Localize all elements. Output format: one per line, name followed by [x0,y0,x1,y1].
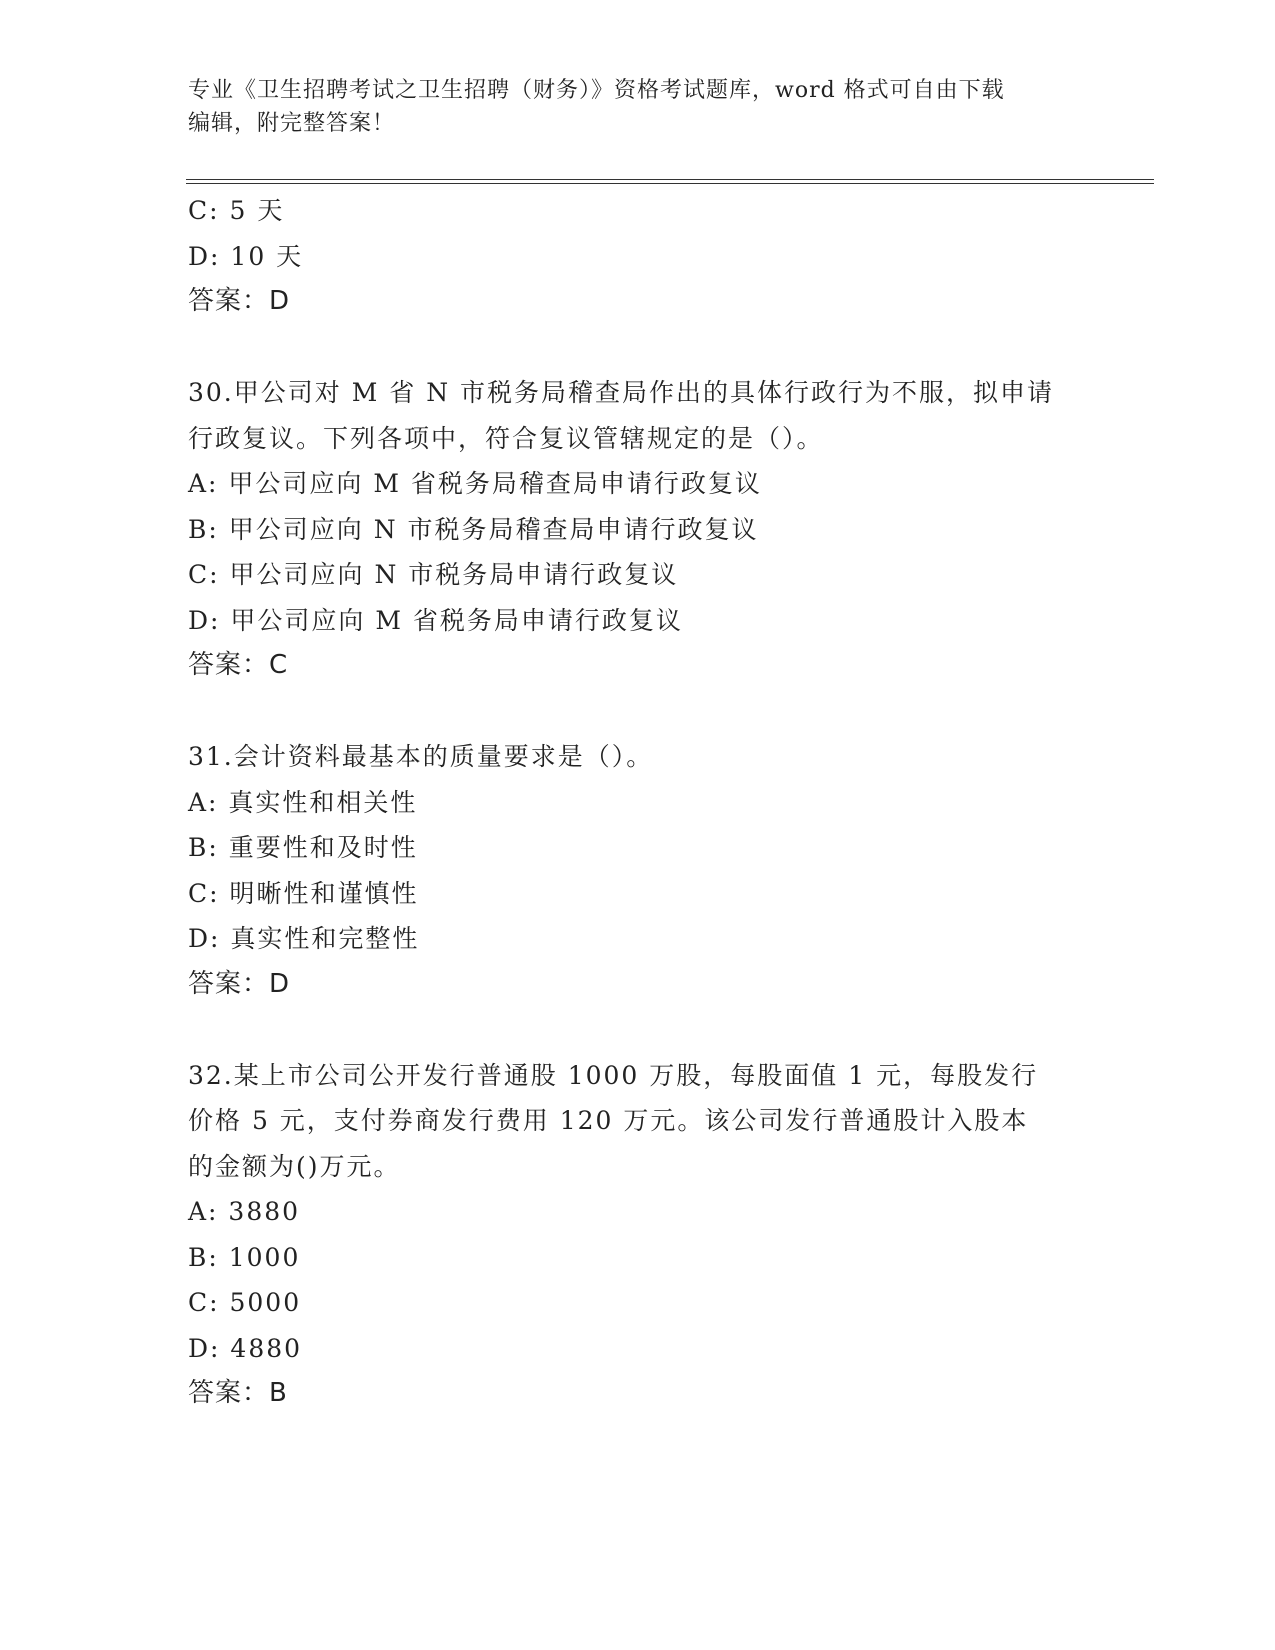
question-stem: 价格 5 元，支付券商发行费用 120 万元。该公司发行普通股计入股本 [188,1106,1029,1135]
question-stem: 的金额为()万元。 [188,1151,401,1181]
answer-label: 答案：D [188,286,291,316]
header-line-2: 编辑，附完整答案！ [188,111,396,136]
question-32 [188,1053,1088,1417]
option-c: C: 5 天 [188,196,285,225]
question-list [188,188,1088,1417]
answer-label: 答案：D [188,968,291,999]
option-c: C: 5000 [188,1288,302,1317]
question-31 [188,734,1088,1007]
document-header [188,74,1068,140]
spacer [188,689,1088,735]
option-b: B: 1000 [188,1242,301,1272]
option-d: D: 甲公司应向 M 省税务局申请行政复议 [188,605,683,635]
question-stem: 31.会计资料最基本的质量要求是（）。 [188,742,654,771]
question-30 [188,370,1088,689]
option-a: A: 真实性和相关性 [188,787,418,817]
question-29-tail [188,188,1088,325]
question-stem: 行政复议。下列各项中，符合复议管辖规定的是（）。 [188,423,824,453]
answer-label: 答案：B [188,1378,288,1408]
option-c: C: 甲公司应向 N 市税务局申请行政复议 [188,560,679,589]
question-stem: 32.某上市公司公开发行普通股 1000 万股，每股面值 1 元，每股发行 [188,1060,1039,1090]
spacer [188,325,1088,371]
option-b: B: 甲公司应向 N 市税务局稽查局申请行政复议 [188,514,759,544]
option-a: A: 3880 [188,1197,301,1226]
option-d: D: 4880 [188,1333,303,1363]
header-rule-top [186,179,1154,180]
header-line-1: 专业《卫生招聘考试之卫生招聘（财务）》资格考试题库，word 格式可自由下载 [188,78,1005,103]
spacer [188,1007,1088,1053]
question-stem: 30.甲公司对 M 省 N 市税务局稽查局作出的具体行政行为不服，拟申请 [188,378,1055,407]
option-b: B: 重要性和及时性 [188,833,418,862]
option-a: A: 甲公司应向 M 省税务局稽查局申请行政复议 [188,469,762,498]
option-d: D: 10 天 [188,241,304,271]
answer-label: 答案：C [188,650,289,680]
option-c: C: 明晰性和谨慎性 [188,878,419,908]
option-d: D: 真实性和完整性 [188,924,420,953]
header-rule-bottom [186,183,1154,184]
